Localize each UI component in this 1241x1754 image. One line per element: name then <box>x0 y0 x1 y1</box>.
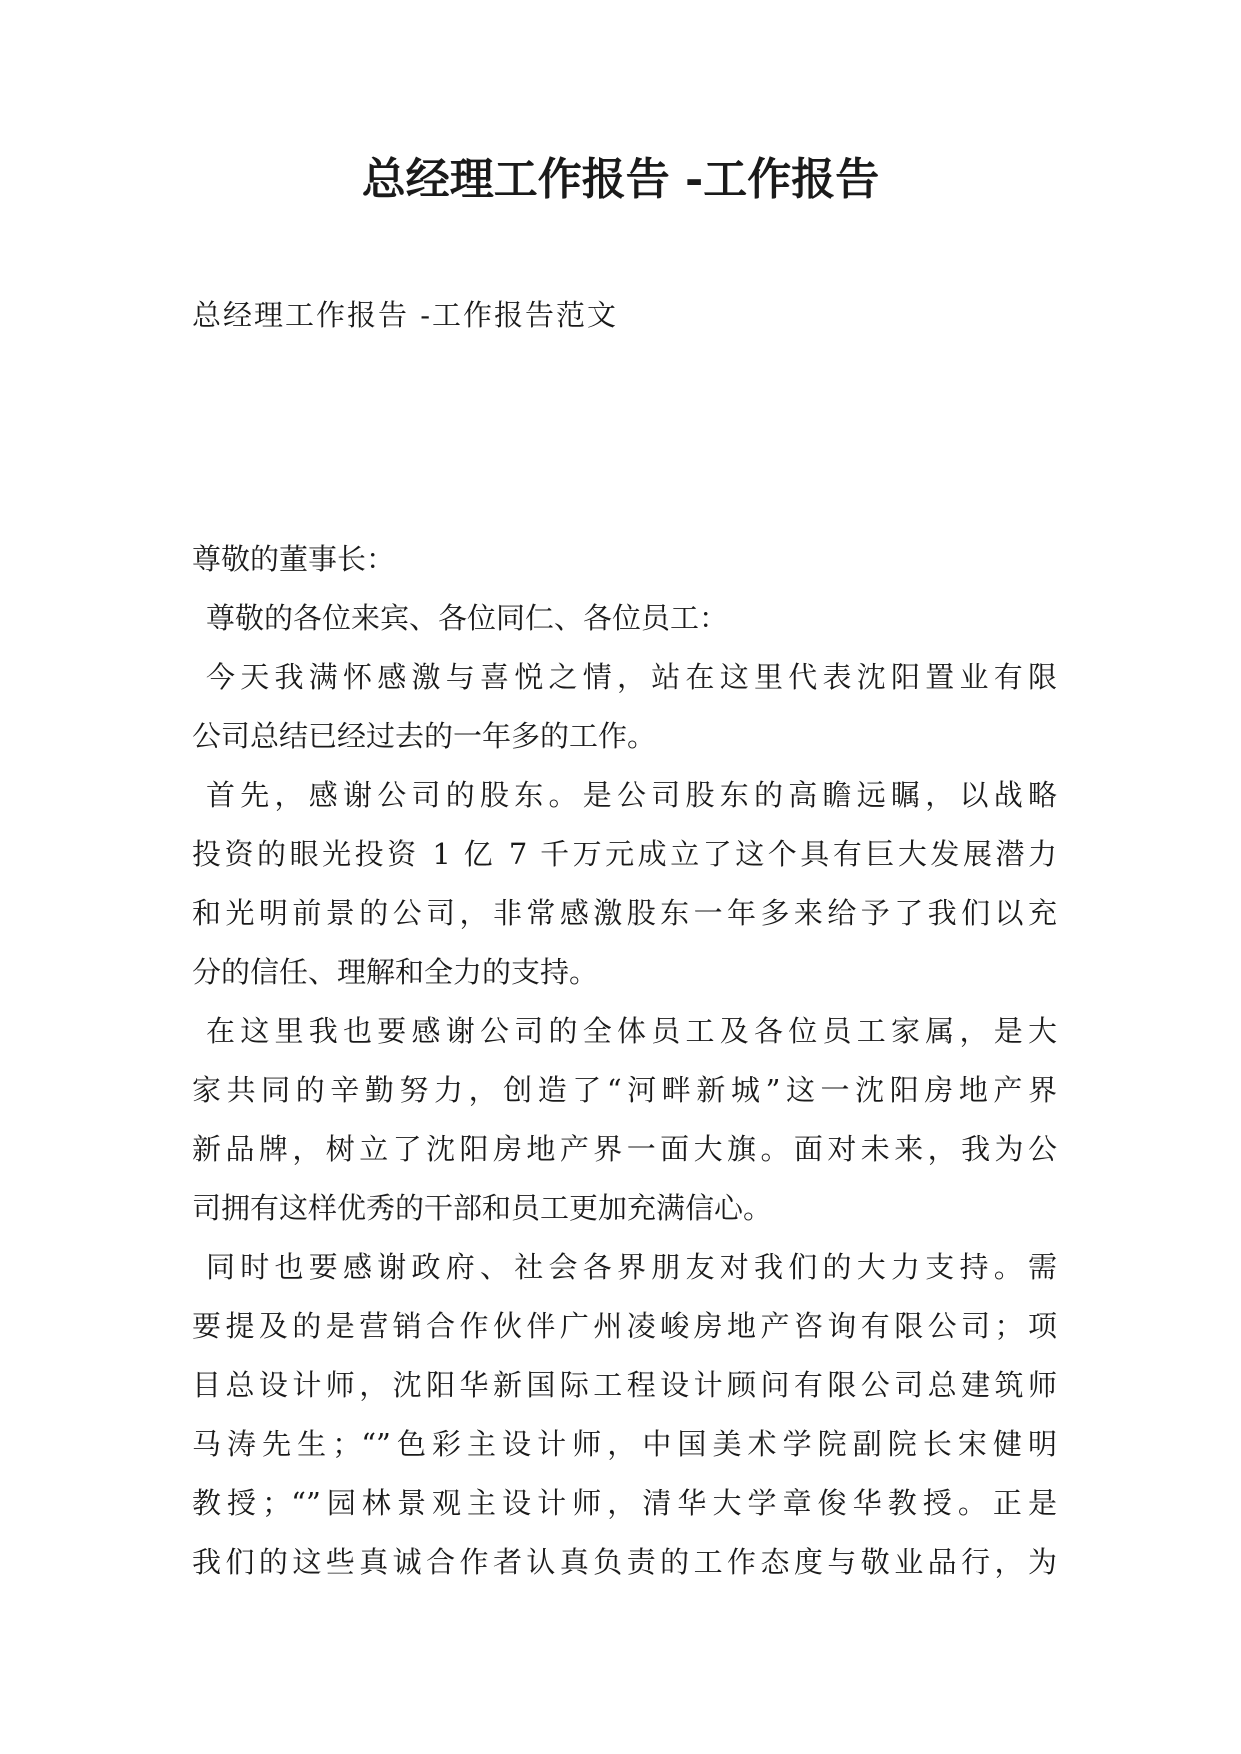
text-line: 公司总结已经过去的一年多的工作。 <box>192 719 657 753</box>
text-line: 家共同的辛勤努力，创造了“河畔新城”这一沈阳房地产界 <box>192 1073 1057 1107</box>
text-line: 目总设计师，沈阳华新国际工程设计顾问有限公司总建筑师 <box>192 1368 1057 1402</box>
document-title: 总经理工作报告 -工作报告 <box>361 154 880 205</box>
text-line: 要提及的是营销合作伙伴广州凌峻房地产咨询有限公司；项 <box>192 1309 1057 1343</box>
text-line: 司拥有这样优秀的干部和员工更加充满信心。 <box>192 1191 773 1225</box>
text-line: 和光明前景的公司，非常感激股东一年多来给予了我们以充 <box>192 896 1057 930</box>
text-line: 同时也要感谢政府、社会各界朋友对我们的大力支持。需 <box>206 1250 1057 1284</box>
text-line: 教授；“”园林景观主设计师，清华大学章俊华教授。正是 <box>192 1486 1057 1520</box>
text-line: 在这里我也要感谢公司的全体员工及各位员工家属，是大 <box>206 1014 1057 1048</box>
text-line: 新品牌，树立了沈阳房地产界一面大旗。面对未来，我为公 <box>192 1132 1057 1166</box>
document-subtitle: 总经理工作报告 -工作报告范文 <box>192 298 619 332</box>
text-line: 今天我满怀感激与喜悦之情，站在这里代表沈阳置业有限 <box>206 660 1057 694</box>
text-line: 首先，感谢公司的股东。是公司股东的高瞻远瞩，以战略 <box>206 778 1057 812</box>
text-line: 马涛先生；“”色彩主设计师，中国美术学院副院长宋健明 <box>192 1427 1057 1461</box>
text-line: 我们的这些真诚合作者认真负责的工作态度与敬业品行，为 <box>192 1545 1057 1579</box>
text-line: 尊敬的董事长： <box>192 542 396 576</box>
text-line: 投资的眼光投资 1 亿 7 千万元成立了这个具有巨大发展潜力 <box>192 837 1057 871</box>
text-line: 分的信任、理解和全力的支持。 <box>192 955 599 989</box>
text-line: 尊敬的各位来宾、各位同仁、各位员工： <box>206 601 729 635</box>
body-text <box>192 530 1057 1592</box>
